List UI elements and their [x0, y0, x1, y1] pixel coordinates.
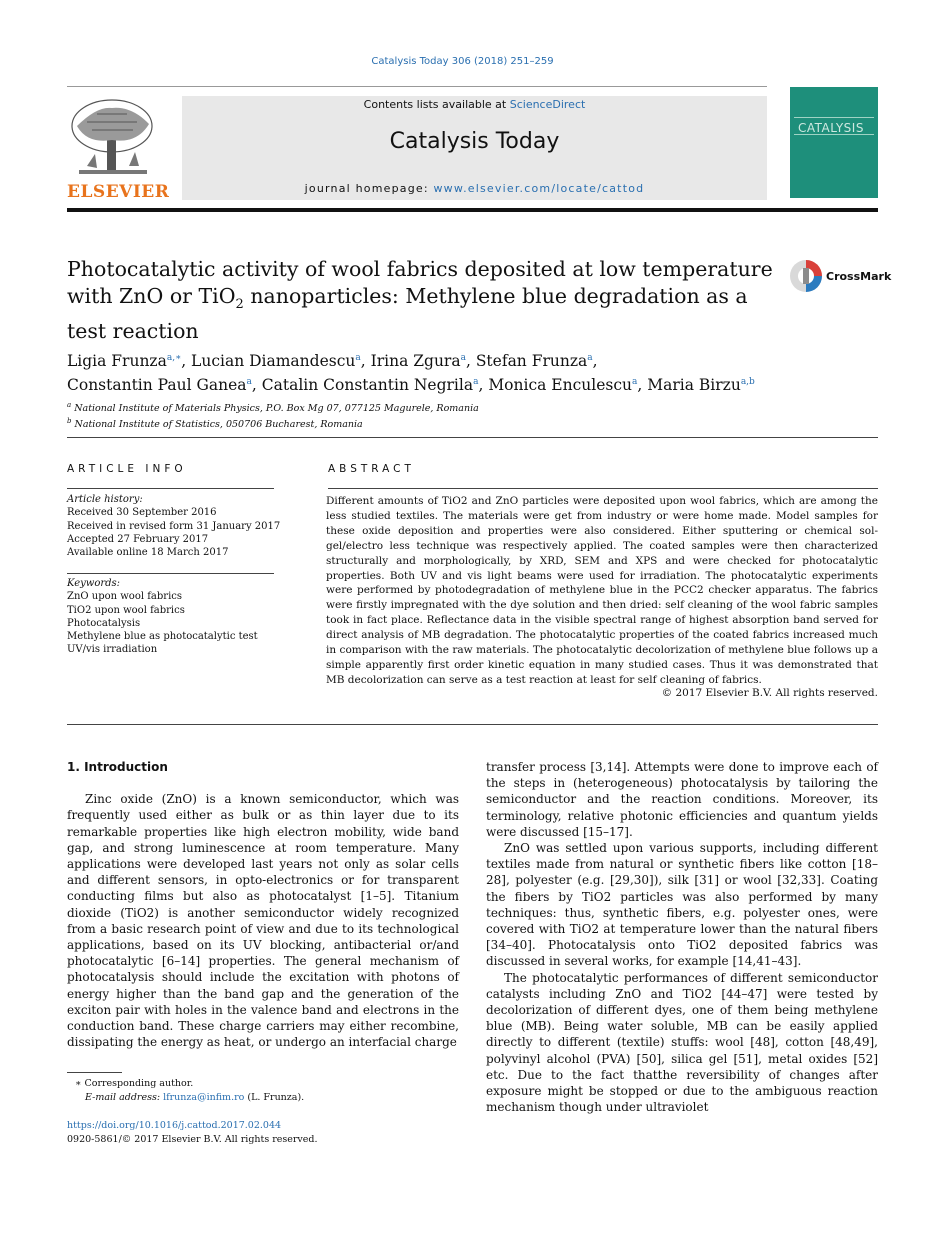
author-list: Ligia Frunza$^{a,∗}$, Lucian Diamandescu$^a$, Irina Zgura$^a$, Stefan Frunza$^a$, Constantin Paul Ganea$^a$, Catalin Constantin Negrila$^a$, Monica Enculescu$^a$, Maria Birzu$^{a,b}$ — [67, 352, 755, 395]
affiliation — [67, 399, 479, 415]
article-info-heading: ARTICLE INFO — [67, 463, 187, 475]
sciencedirect-link[interactable]: ScienceDirect — [509, 98, 586, 111]
affiliation-mark: a — [67, 401, 72, 409]
journal-banner — [182, 96, 767, 200]
paragraph: ZnO was settled upon various supports, including different textiles made from natural or synthetic fibers like cotton [18–28], polyester (e.g. [29,30]), silk [31] or wool [32,33]. Coating the fibers by TiO2 particles was also performed by many techniques: thus, synthetic fibers, e.g. polyester ones, were covered with TiO2 at temperature lower than the natural fibers [34–40]. Photocatalysis onto TiO2 deposited fabrics was discussed in several works, for example [14,41–43]. — [486, 841, 878, 969]
doi-block — [67, 1119, 318, 1146]
history-entry: Available online 18 March 2017 — [67, 547, 229, 559]
abstract-copyright: © 2017 Elsevier B.V. All rights reserved. — [661, 687, 878, 699]
article-history — [67, 493, 280, 559]
author-name: Stefan Frunza — [475, 352, 588, 371]
abstract-rule — [328, 488, 878, 489]
body-column-left — [67, 759, 459, 1050]
corresponding-author: ∗ Corresponding author. — [75, 1078, 194, 1089]
author-name: Irina Zgura — [370, 352, 461, 371]
affiliation-text: National Institute of Materials Physics, P.O. Box Mg 07, 077125 Magurele, Romania — [74, 403, 479, 415]
keywords — [67, 577, 258, 657]
journal-cover[interactable] — [790, 87, 878, 198]
keyword: Photocatalysis — [67, 617, 141, 629]
abstract-end-rule — [67, 724, 878, 725]
author-affiliation-mark[interactable]: a,b — [740, 377, 755, 388]
homepage-prefix: journal homepage: — [304, 182, 434, 195]
history-entry: Received in revised form 31 January 2017 — [67, 520, 281, 532]
keywords-rule — [67, 573, 274, 574]
title-part2: nanoparticles: Methylene blue degradation as a test reaction — [67, 283, 748, 344]
author-affiliation-mark[interactable]: a — [473, 377, 479, 388]
journal-title: Catalysis Today — [389, 129, 560, 154]
abstract-heading: ABSTRACT — [328, 463, 415, 475]
footnote-rule — [67, 1072, 122, 1073]
affiliation-rule — [67, 437, 878, 438]
footnote — [67, 1077, 304, 1104]
author-name: Catalin Constantin Negrila — [261, 376, 474, 395]
author-name: Lucian Diamandescu — [191, 352, 356, 371]
issn-line: 0920-5861/© 2017 Elsevier B.V. All rights reserved. — [67, 1133, 318, 1145]
doi-link[interactable]: https://doi.org/10.1016/j.cattod.2017.02.044 — [67, 1120, 282, 1131]
author-affiliation-mark[interactable]: a — [632, 377, 638, 388]
header-rule — [67, 86, 767, 87]
cover-title: CATALYSIS — [798, 121, 864, 135]
title-subscript: 2 — [235, 296, 244, 312]
paragraph: The photocatalytic performances of different semiconductor catalysts including ZnO and TiO2 [44–47] were tested by decolorization of different dyes, one of them being methylene blue (MB). Being water soluble, MB can be easily applied directly to different (textile) stuffs: wool [48], cotton [48,49], polyvinyl alcohol (PVA) [50], silica gel [51], metal oxides [52] etc. Due to the fact thatthe reversibility of changes after exposure might be stopped or due to the ambiguous reaction mechanism though under ultraviolet — [486, 970, 878, 1115]
author-name: Maria Birzu — [647, 376, 741, 395]
crossmark-icon[interactable] — [788, 258, 824, 294]
author-affiliation-mark[interactable]: a,∗ — [166, 353, 182, 363]
author-affiliation-mark[interactable]: a — [460, 353, 466, 363]
paragraph: Zinc oxide (ZnO) is a known semiconductor, which was frequently used either as bulk or as thin layer due to its remarkable properties like high electron mobility, wide band gap, and strong luminescence at room temperature. Many applications were developed last years not only as solar cells and different sensors, in opto-electronics or for transparent conducting films but also as photocatalyst [1–5]. Titanium dioxide (TiO2) is another semiconductor widely recognized from a basic research point of view and due to its technological applications, based on its UV blocking, antibacterial or/and photocatalytic [6–14] properties. The general mechanism of photocatalysis should include the excitation with photons of energy higher than the band gap and the generation of the exciton pair with holes in the valence band and electrons in the conduction band. These charge carriers may either recombine, dissipating the energy as heat, or undergo an interfacial charge — [67, 792, 459, 1050]
history-entry: Accepted 27 February 2017 — [67, 533, 209, 545]
keyword: UV/vis irradiation — [67, 644, 158, 656]
history-entry: Received 30 September 2016 — [67, 507, 217, 519]
affiliation — [67, 415, 479, 431]
contents-line — [182, 98, 767, 111]
journal-citation[interactable]: Catalysis Today 306 (2018) 251–259 — [371, 56, 554, 67]
keyword: Methylene blue as photocatalytic test — [67, 631, 258, 643]
affiliations — [67, 399, 479, 431]
article-info-rule — [67, 488, 274, 489]
history-label: Article history: — [67, 494, 143, 505]
contents-prefix: Contents lists available at — [363, 98, 510, 111]
author-name: Ligia Frunza — [67, 352, 167, 371]
section-heading: 1. Introduction — [67, 760, 168, 774]
homepage-link[interactable]: www.elsevier.com/locate/cattod — [433, 182, 645, 195]
keywords-label: Keywords: — [67, 578, 121, 589]
author-affiliation-mark[interactable]: a — [246, 377, 252, 388]
email-label: E-mail address: — [85, 1091, 164, 1103]
email-link[interactable]: lfrunza@infim.ro — [163, 1091, 245, 1103]
header-thick-rule — [67, 208, 878, 212]
author-name: Constantin Paul Ganea — [67, 376, 247, 395]
affiliation-mark: b — [67, 417, 72, 426]
abstract-text: Different amounts of TiO2 and ZnO particles were deposited upon wool fabrics, which are among the less studied textiles. The materials were get from industry or were home made. Model samples for these oxide deposition and properties were also considered. Either sputtering or chemical sol-gel/electro less technique was respectively applied. The coated samples were then characterized structurally and morphologically, by XRD, SEM and XPS and were checked for photocatalytic properties. Both UV and vis light beams were used for irradiation. The photocatalytic experiments were performed by photodegradation of methylene blue in the PCC2 checker apparatus. The fabrics were firstly impregnated with the dye solution and then dried: self cleaning of the wool fabric samples took in fact place. Reflectance data in the visible spectral range of highest absorption band served for direct analysis of MB degradation. The photocatalytic properties of the coated fabrics increased much in comparison with the raw materials. The photocatalytic decolorization of methylene blue follows up a simple apparently first order kinetic equation in many studied cases. Thus it was demonstrated that MB decolorization can serve as a test reaction at least for self cleaning of fabrics. — [326, 495, 878, 686]
keyword: TiO2 upon wool fabrics — [67, 604, 185, 616]
article-title — [67, 256, 777, 345]
author-name: Monica Enculescu — [488, 376, 633, 395]
title-part1: Photocatalytic activity of wool fabrics deposited at low temperature with ZnO or TiO — [67, 257, 773, 308]
keyword: ZnO upon wool fabrics — [67, 591, 182, 603]
journal-homepage — [182, 182, 767, 195]
publisher-name: ELSEVIER — [67, 182, 170, 202]
author-affiliation-mark[interactable]: a — [587, 353, 593, 363]
email-suffix: (L. Frunza). — [244, 1091, 305, 1103]
affiliation-text: National Institute of Statistics, 050706 Bucharest, Romania — [74, 419, 363, 431]
author-affiliation-mark[interactable]: a — [355, 353, 361, 363]
paragraph: transfer process [3,14]. Attempts were done to improve each of the steps in (heterogeneous) photocatalysis by tailoring the semiconductor and the reaction conditions. Moreover, its terminology, relative photonic efficiencies and quantum yields were discussed [15–17]. — [486, 760, 878, 839]
crossmark-label[interactable]: CrossMark — [826, 270, 892, 283]
body-column-right — [486, 759, 878, 1115]
